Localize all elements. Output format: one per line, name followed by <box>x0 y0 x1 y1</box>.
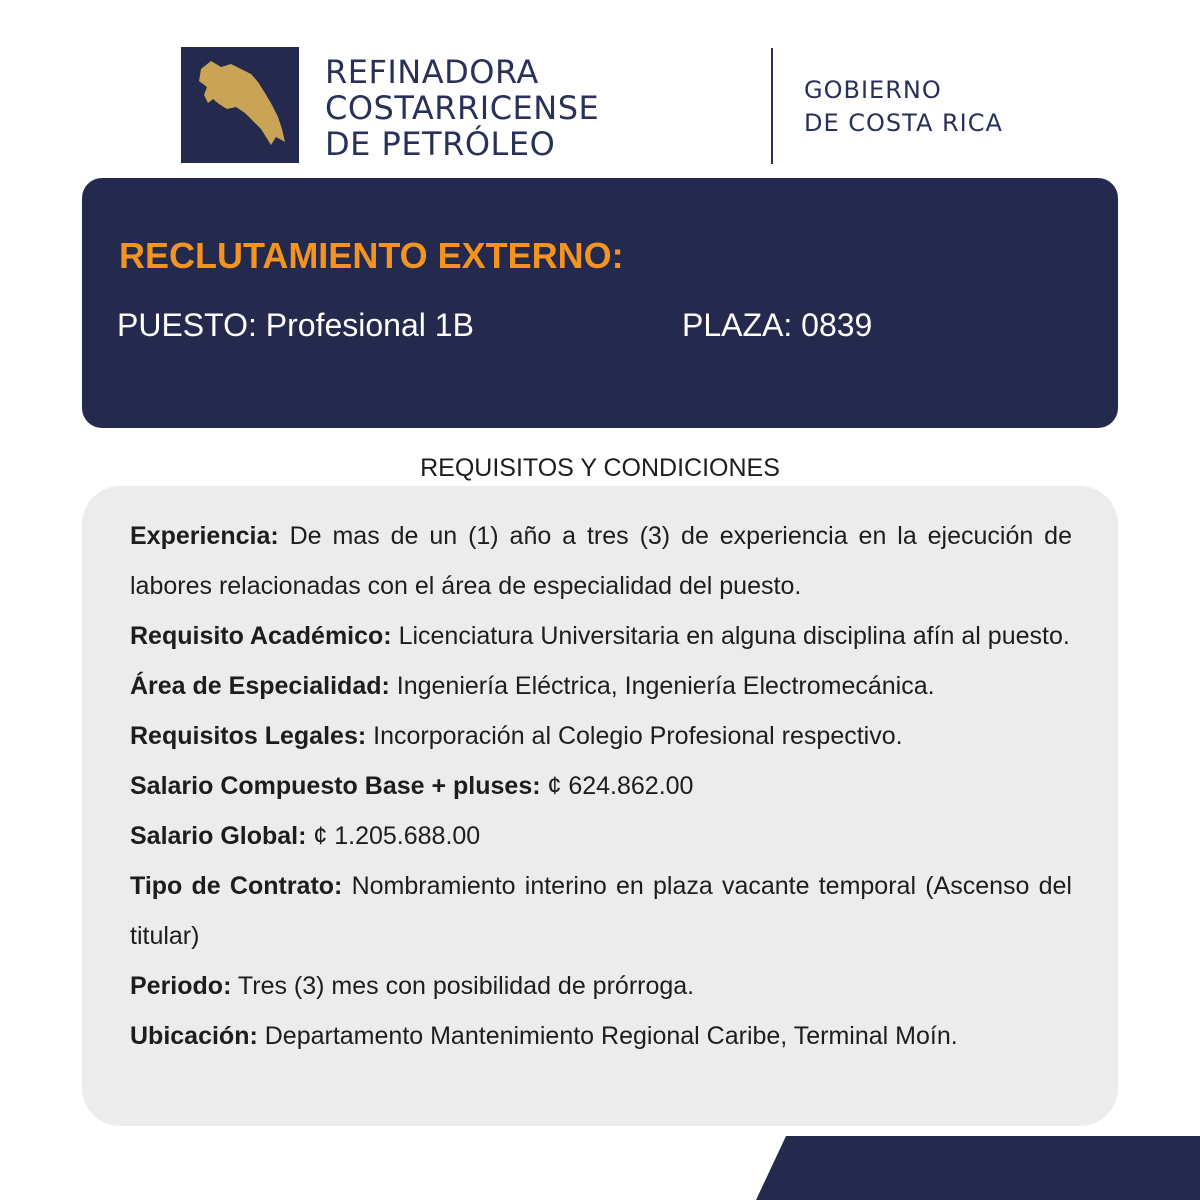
org-name-line: COSTARRICENSE <box>325 89 600 127</box>
costa-rica-map-icon <box>181 47 299 163</box>
requirement-text: Nombramiento interino en plaza vacante temporal (Ascenso del titular) <box>130 872 1072 950</box>
requirement-text: Departamento Mantenimiento Regional Caribe, Terminal Moín. <box>257 1022 958 1050</box>
section-title: REQUISITOS Y CONDICIONES <box>420 454 780 482</box>
requirement-text: ¢ 624.862.00 <box>540 772 694 800</box>
requirement-text: Tres (3) mes con posibilidad de prórroga. <box>231 972 695 1000</box>
requirement-especialidad <box>130 661 1072 711</box>
requirement-text: Incorporación al Colegio Profesional respectivo. <box>366 722 903 750</box>
requirement-label: Salario Global: <box>130 822 307 850</box>
requirement-text: Licenciatura Universitaria en alguna disciplina afín al puesto. <box>391 622 1070 650</box>
requirement-academico <box>130 611 1072 661</box>
requirement-label: Periodo: <box>130 972 232 1000</box>
org-name-line: REFINADORA <box>325 53 539 91</box>
rcp-logo <box>181 47 299 163</box>
recruitment-banner <box>82 178 1118 428</box>
org-name-line: DE PETRÓLEO <box>325 125 556 163</box>
government-name <box>804 74 1003 140</box>
requirement-label: Salario Compuesto Base + pluses: <box>130 772 541 800</box>
requirement-text: ¢ 1.205.688.00 <box>306 822 481 850</box>
requirement-label: Tipo de Contrato: <box>130 872 343 900</box>
banner-title: RECLUTAMIENTO EXTERNO: <box>119 235 624 276</box>
plaza-label: PLAZA: 0839 <box>682 307 873 343</box>
header-divider <box>771 48 773 164</box>
position-label: PUESTO: Profesional 1B <box>117 307 474 343</box>
requirement-label: Experiencia: <box>130 522 279 550</box>
requirement-periodo <box>130 961 1072 1011</box>
requirement-legales <box>130 711 1072 761</box>
requirement-salario-compuesto <box>130 761 1072 811</box>
gov-name-line: GOBIERNO <box>804 76 942 104</box>
requirement-label: Área de Especialidad: <box>130 672 390 700</box>
requirements-panel <box>82 486 1118 1126</box>
requirement-text: Ingeniería Eléctrica, Ingeniería Electromecánica. <box>389 672 935 700</box>
requirement-ubicacion <box>130 1011 1072 1061</box>
requirement-experiencia <box>130 511 1072 611</box>
requirement-salario-global <box>130 811 1072 861</box>
requirement-label: Requisitos Legales: <box>130 722 367 750</box>
requirement-contrato <box>130 861 1072 961</box>
gov-name-line: DE COSTA RICA <box>804 109 1003 137</box>
organization-name <box>325 54 599 162</box>
requirement-label: Ubicación: <box>130 1022 258 1050</box>
decorative-corner-shape <box>756 1136 1200 1200</box>
requirement-text: De mas de un (1) año a tres (3) de experiencia en la ejecución de labores relacionadas con el área de especialidad del puesto. <box>130 522 1072 600</box>
requirement-label: Requisito Académico: <box>130 622 392 650</box>
requirements-list <box>130 511 1072 1061</box>
